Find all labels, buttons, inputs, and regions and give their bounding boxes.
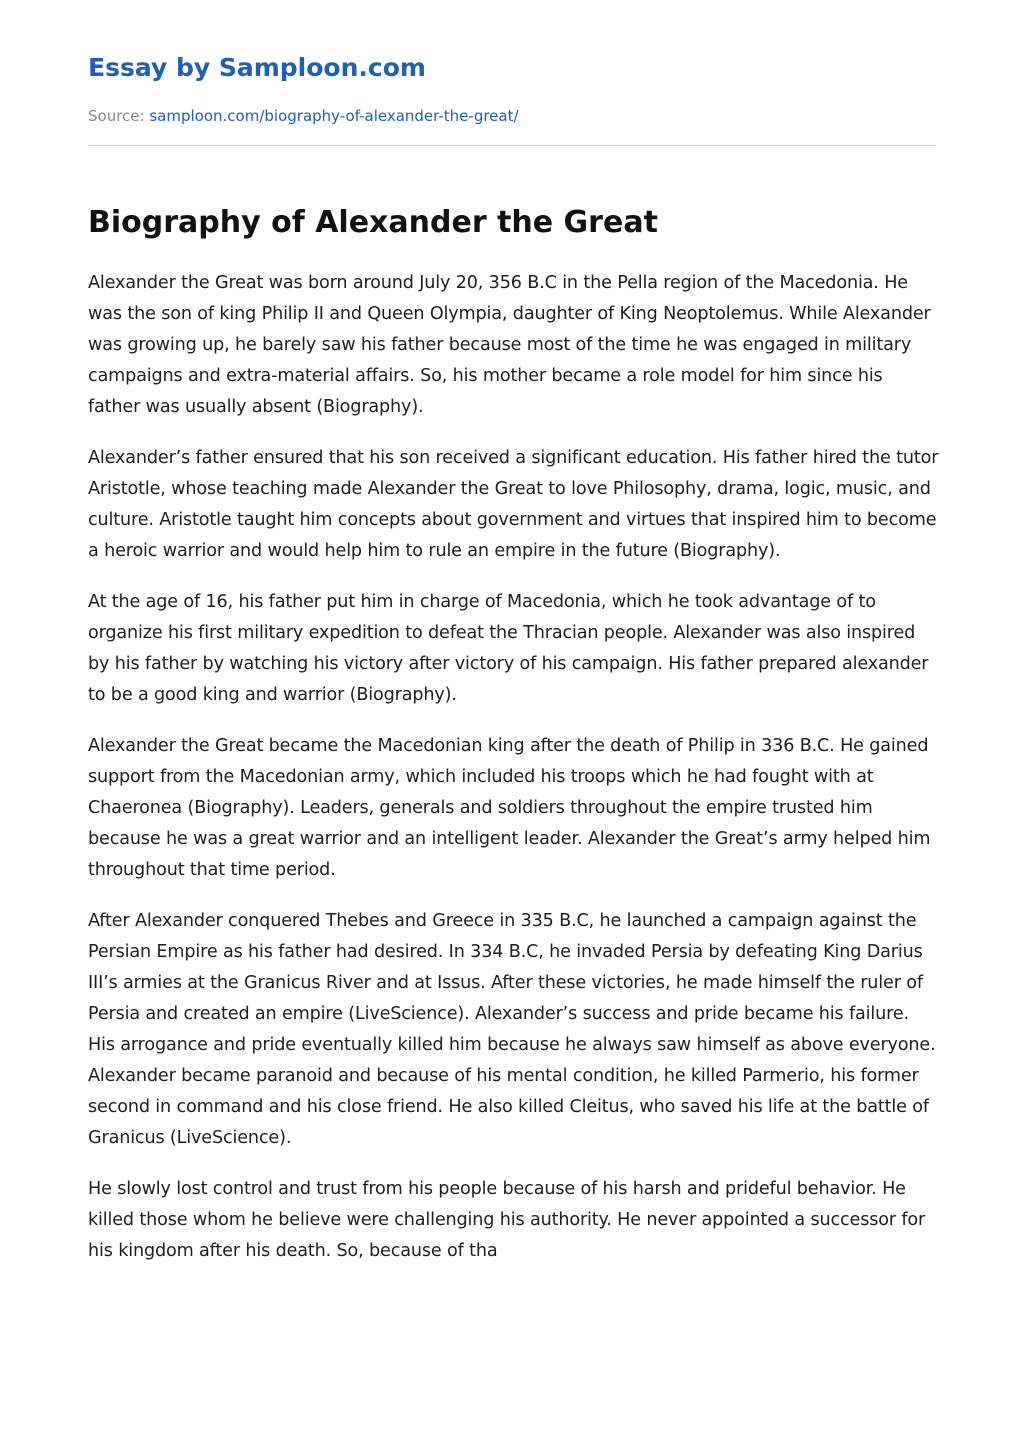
source-label: Source: bbox=[88, 107, 145, 125]
essay-paragraph: Alexander the Great was born around July 20, 356 B.C in the Pella region of the Macedonia. He was the son of king Philip II and Queen Olympia, daughter of King Neoptolemus. While Alexander was growing up, he barely saw his father because most of the time he was engaged in military campaigns and extra-material affairs. So, his mother became a role model for him since his father was usually absent (Biography). bbox=[88, 273, 931, 417]
essay-title: Biography of Alexander the Great bbox=[88, 205, 658, 240]
site-brand: Essay by Samploon.com bbox=[88, 53, 426, 82]
source-link[interactable]: samploon.com/biography-of-alexander-the-great/ bbox=[149, 107, 519, 125]
essay-paragraph: Alexander’s father ensured that his son received a significant education. His father hired the tutor Aristotle, whose teaching made Alexander the Great to love Philosophy, drama, logic, music, and culture. Aristotle taught him concepts about government and virtues that inspired him to become a heroic warrior and would help him to rule an empire in the future (Biography). bbox=[88, 448, 939, 561]
source-line bbox=[88, 106, 519, 126]
essay-paragraph: He slowly lost control and trust from his people because of his harsh and prideful behavior. He killed those whom he believe were challenging his authority. He never appointed a successor for his kingdom after his death. So, because of tha bbox=[88, 1179, 926, 1261]
essay-body bbox=[88, 268, 940, 1287]
essay-paragraph: At the age of 16, his father put him in charge of Macedonia, which he took advantage of to organize his first military expedition to defeat the Thracian people. Alexander was also inspired by his father by watching his victory after victory of his campaign. His father prepared alexander to be a good king and warrior (Biography). bbox=[88, 592, 929, 705]
essay-paragraph: After Alexander conquered Thebes and Greece in 335 B.C, he launched a campaign against the Persian Empire as his father had desired. In 334 B.C, he invaded Persia by defeating King Darius III’s armies at the Granicus River and at Issus. After these victories, he made himself the ruler of Persia and created an empire (LiveScience). Alexander’s success and pride became his failure. His arrogance and pride eventually killed him because he always saw himself as above everyone. Alexander became paranoid and because of his mental condition, he killed Parmerio, his former second in command and his close friend. He also killed Cleitus, who saved his life at the battle of Granicus (LiveScience). bbox=[88, 911, 936, 1148]
essay-paragraph: Alexander the Great became the Macedonian king after the death of Philip in 336 B.C. He gained support from the Macedonian army, which included his troops which he had fought with at Chaeronea (Biography). Leaders, generals and soldiers throughout the empire trusted him because he was a great warrior and an intelligent leader. Alexander the Great’s army helped him throughout that time period. bbox=[88, 736, 931, 880]
header-divider bbox=[88, 145, 936, 146]
